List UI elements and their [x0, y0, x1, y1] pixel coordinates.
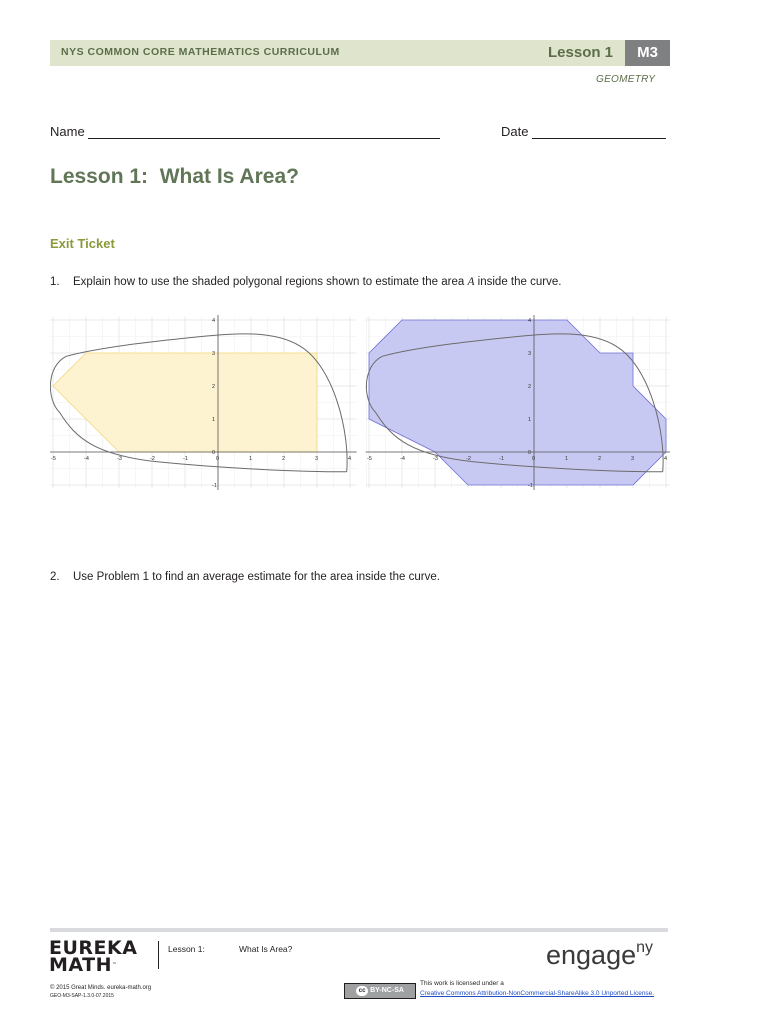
cc-label: BY-NC-SA [370, 987, 404, 994]
problem-number: 2. [50, 571, 60, 583]
problem-number: 1. [50, 276, 60, 288]
logo-line-2: MATH [49, 954, 112, 976]
y-tick-label: 1 [212, 417, 216, 423]
x-tick-label: 3 [631, 456, 635, 462]
y-tick-label: 3 [212, 351, 216, 357]
x-tick-label: 4 [664, 456, 668, 462]
name-field[interactable] [88, 138, 440, 139]
x-tick-label: 4 [348, 456, 352, 462]
x-tick-label: -2 [466, 456, 471, 462]
x-tick-label: 2 [598, 456, 602, 462]
y-tick-label: 1 [528, 417, 532, 423]
x-tick-label: -3 [117, 456, 122, 462]
x-tick-label: 1 [565, 456, 569, 462]
y-tick-label: 4 [212, 318, 216, 324]
lesson-label: Lesson 1 [548, 44, 614, 61]
license-link[interactable]: Creative Commons Attribution-NonCommercial-ShareAlike 3.0 Unported License. [420, 990, 655, 997]
y-tick-label: 2 [528, 384, 532, 390]
y-tick-label: 3 [528, 351, 532, 357]
x-tick-label: -1 [499, 456, 504, 462]
area-variable: A [467, 276, 475, 288]
date-field[interactable] [532, 138, 666, 139]
outer-polygon [369, 320, 666, 485]
section-heading: Exit Ticket [50, 236, 115, 251]
y-tick-label: -1 [212, 483, 217, 489]
license-text: This work is licensed under a [420, 980, 504, 987]
x-tick-label: -3 [433, 456, 438, 462]
logo-line-1: EUREKA [49, 937, 138, 959]
x-tick-label: -2 [150, 456, 155, 462]
footer-divider [158, 941, 159, 969]
problem-text: Use Problem 1 to find an average estimate for the area inside the curve. [73, 571, 440, 583]
x-tick-label: 1 [249, 456, 253, 462]
y-tick-label: 0 [212, 450, 216, 456]
x-tick-label: -1 [183, 456, 188, 462]
logo-trademark: ™ [112, 962, 118, 968]
brand-sup: ny [636, 939, 654, 956]
cc-license-icon[interactable] [344, 983, 416, 999]
problem-text-part: Explain how to use the shaded polygonal regions shown to estimate the area [73, 276, 468, 288]
copyright: © 2015 Great Minds. eureka-math.org [50, 985, 152, 991]
x-tick-label: -5 [51, 456, 56, 462]
brand-text: engage [546, 940, 637, 970]
name-label: Name [50, 124, 85, 139]
curriculum-title: NYS COMMON CORE MATHEMATICS CURRICULUM [61, 46, 340, 58]
x-tick-label: 3 [315, 456, 319, 462]
document-code: GEO-M3-SAP-1.3.0-07.2015 [50, 993, 114, 999]
graphs [50, 310, 670, 495]
graph-outer-estimate [366, 315, 670, 490]
y-tick-label: 4 [528, 318, 532, 324]
problem-text [73, 276, 561, 288]
subject-label: GEOMETRY [596, 74, 656, 85]
x-tick-label: 0 [216, 456, 220, 462]
eureka-math-logo [49, 937, 138, 976]
x-tick-label: 2 [282, 456, 286, 462]
date-label: Date [501, 124, 529, 139]
x-tick-label: -4 [400, 456, 405, 462]
y-tick-label: -1 [528, 483, 533, 489]
cc-icon: cc [356, 986, 368, 996]
problem-text-part: inside the curve. [474, 276, 562, 288]
y-tick-label: 0 [528, 450, 532, 456]
footer-lesson: Lesson 1: [168, 944, 205, 954]
x-tick-label: 0 [532, 456, 536, 462]
footer-topic: What Is Area? [239, 944, 293, 954]
inner-polygon [53, 353, 317, 452]
module-badge: M3 [625, 40, 670, 66]
engage-ny-logo [546, 940, 653, 971]
x-tick-label: -4 [84, 456, 89, 462]
page-title: Lesson 1: What Is Area? [50, 165, 299, 188]
y-tick-label: 2 [212, 384, 216, 390]
x-tick-label: -5 [367, 456, 372, 462]
graph-inner-estimate [50, 315, 366, 490]
footer-rule [50, 928, 668, 932]
